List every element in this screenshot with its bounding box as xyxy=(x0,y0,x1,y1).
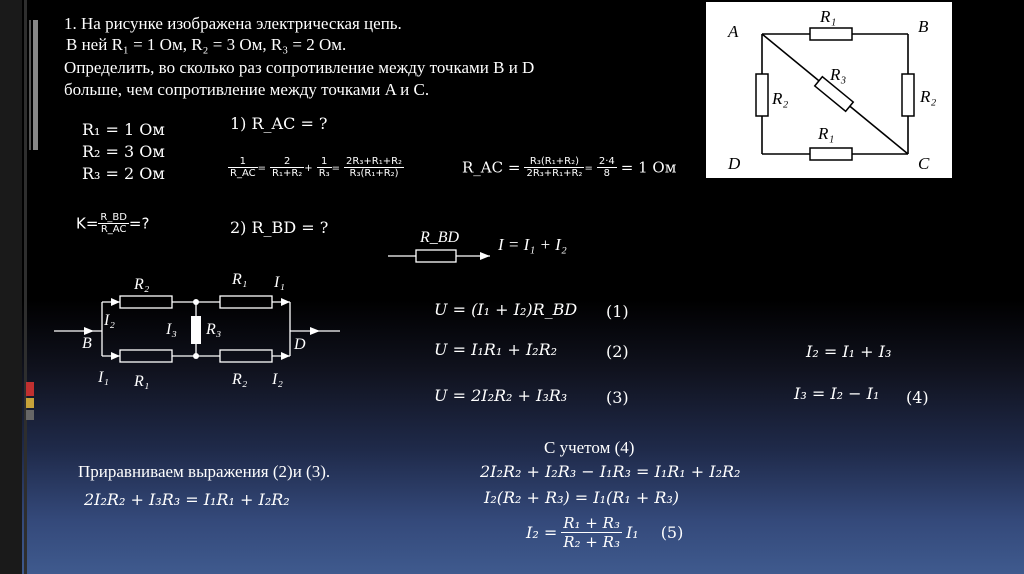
problem-line-4: больше, чем сопротивление между точками A и C. xyxy=(64,80,430,99)
bd-i3-label: I₃ xyxy=(166,321,177,338)
equation-4-number: (4) xyxy=(906,388,929,407)
equate-equation: 2I₂R₂ + I₃R₃ = I₁R₁ + I₂R₂ xyxy=(84,490,290,509)
combined-equation-2: I₂(R₂ + R₃) = I₁(R₁ + R₃) xyxy=(484,488,680,507)
k-ratio: K= $\frac{R\_BD}{R\_AC}$ =? xyxy=(76,212,150,235)
step1-title: 1) R_AC = ? xyxy=(230,114,328,133)
formula-rac-parallel: $\frac{1}{R\_AC}$ = $\frac{2}{\text{R₁+R₂}}$ + $\frac{1}{\text{R₃}}$ = $\frac{\text{2R₃+R₁+R₂}}{\text{R₃(R₁+R₂)}}$ xyxy=(230,156,403,179)
equation-i3: I₃ = I₂ − I₁ xyxy=(794,384,880,403)
bd-r2-bottom-label: R₂ xyxy=(232,371,248,388)
equation-2: U = I₁R₁ + I₂R₂ xyxy=(434,340,558,359)
equate-statement: Приравниваем выражения (2)и (3). xyxy=(78,462,331,481)
r3-label: R₃ xyxy=(830,65,847,84)
node-d-label: D xyxy=(728,154,741,173)
combined-equation-3: I₂ = $\frac{\text{R₁ + R₃}}{\text{R₂ + R₃}}$ I₁ (5) xyxy=(526,514,684,551)
node-b-label: B xyxy=(918,17,929,36)
step2-title: 2) R_BD = ? xyxy=(230,218,329,237)
given-r1: R₁ = 1 Ом xyxy=(82,120,165,139)
left-decoration xyxy=(0,0,40,574)
r2-right-label: R₂ xyxy=(920,87,937,106)
circuit-bd-diagram xyxy=(54,262,354,394)
equation-2-number: (2) xyxy=(606,342,629,361)
bd-r3-label: R₃ xyxy=(206,321,222,338)
current-sum-eq: I = I₁ + I₂ xyxy=(498,235,567,254)
bd-node-d-label: D xyxy=(294,336,306,353)
problem-line-2: В ней R₁ = 1 Ом, R₂ = 3 Ом, R₃ = 2 Ом. xyxy=(66,35,347,54)
combined-equation-1: 2I₂R₂ + I₂R₃ − I₁R₃ = I₁R₁ + I₂R₂ xyxy=(480,462,741,481)
r1-bottom-label: R₁ xyxy=(818,124,835,143)
bd-r2-top-label: R₂ xyxy=(134,276,150,293)
r2-left-label: R₂ xyxy=(772,89,789,108)
given-r3: R₃ = 2 Ом xyxy=(82,164,165,183)
node-c-label: C xyxy=(918,154,930,173)
equation-3: U = 2I₂R₂ + I₃R₃ xyxy=(434,386,568,405)
considering-label: С учетом (4) xyxy=(544,438,635,457)
bd-i1-top-label: I₁ xyxy=(274,274,285,291)
bd-r1-bottom-label: R₁ xyxy=(134,373,150,390)
rbd-equivalent-diagram xyxy=(386,220,626,270)
rbd-label: R_BD xyxy=(420,229,460,246)
bd-node-b-label: B xyxy=(82,335,92,352)
circuit-acbd-diagram xyxy=(706,2,952,178)
node-a-label: A xyxy=(728,22,739,41)
equation-i2: I₂ = I₁ + I₃ xyxy=(806,342,892,361)
bd-i2-label: I₂ xyxy=(104,312,115,329)
bd-i2-bottom-label: I₂ xyxy=(272,371,283,388)
formula-rac-result: R_AC = $\frac{\text{R₃(R₁+R₂)}}{\text{2R₃+R₁+R₂}}$ = $\frac{2\cdot 4}{8}$ = 1 Ом xyxy=(462,156,677,179)
r1-top-label: R₁ xyxy=(820,7,837,26)
problem-line-1: 1. На рисунке изображена электрическая цепь. xyxy=(64,14,402,33)
bd-i1-bottom-label: I₁ xyxy=(98,369,109,386)
equation-1-number: (1) xyxy=(606,302,629,321)
equation-1: U = (I₁ + I₂)R_BD xyxy=(434,300,578,319)
given-r2: R₂ = 3 Ом xyxy=(82,142,165,161)
problem-line-3: Определить, во сколько раз сопротивление между точками B и D xyxy=(64,58,535,77)
bd-r1-top-label: R₁ xyxy=(232,271,248,288)
equation-3-number: (3) xyxy=(606,388,629,407)
